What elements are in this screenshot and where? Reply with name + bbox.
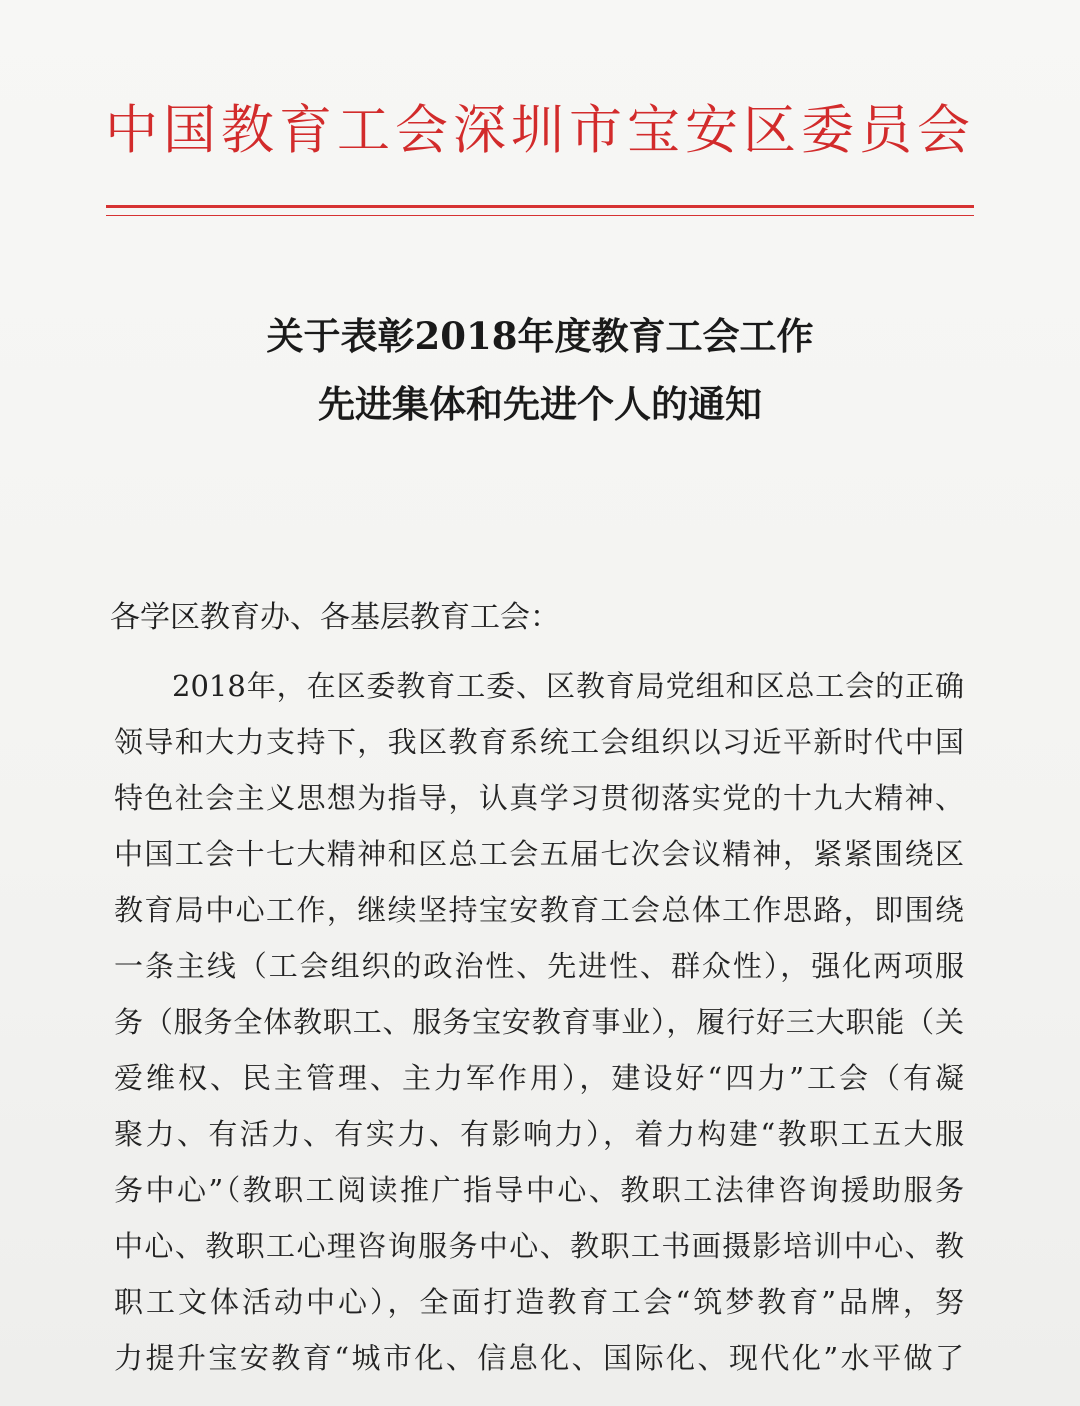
header-rule-thin	[106, 215, 974, 216]
document-title-line-1: 关于表彰2018年度教育工会工作	[266, 314, 814, 358]
body-line: 一条主线（工会组织的政治性、先进性、群众性），强化两项服	[114, 949, 964, 983]
body-line: 爱维权、民主管理、主力军作用），建设好“四力”工会（有凝	[114, 1061, 964, 1095]
salutation: 各学区教育办、各基层教育工会：	[110, 600, 560, 635]
body-line: 职工文体活动中心），全面打造教育工会“筑梦教育”品牌，努	[114, 1285, 964, 1319]
body-line: 中心、教职工心理咨询服务中心、教职工书画摄影培训中心、教	[114, 1229, 964, 1263]
organization-header: 中国教育工会深圳市宝安区委员会	[105, 100, 975, 161]
body-line: 聚力、有活力、有实力、有影响力），着力构建“教职工五大服	[114, 1117, 964, 1151]
header-rule-thick	[106, 205, 974, 208]
body-line: 务（服务全体教职工、服务宝安教育事业），履行好三大职能（关	[114, 1005, 964, 1039]
body-line: 2018年，在区委教育工委、区教育局党组和区总工会的正确	[172, 669, 964, 703]
body-line: 特色社会主义思想为指导，认真学习贯彻落实党的十九大精神、	[114, 781, 964, 815]
body-line: 力提升宝安教育“城市化、信息化、国际化、现代化”水平做了	[114, 1341, 964, 1375]
body-line: 中国工会十七大精神和区总工会五届七次会议精神，紧紧围绕区	[114, 837, 964, 871]
document-title-line-2: 先进集体和先进个人的通知	[318, 382, 762, 426]
body-line: 领导和大力支持下，我区教育系统工会组织以习近平新时代中国	[114, 725, 964, 759]
body-line: 务中心”（教职工阅读推广指导中心、教职工法律咨询援助服务	[114, 1173, 964, 1207]
body-line: 教育局中心工作，继续坚持宝安教育工会总体工作思路，即围绕	[114, 893, 964, 927]
